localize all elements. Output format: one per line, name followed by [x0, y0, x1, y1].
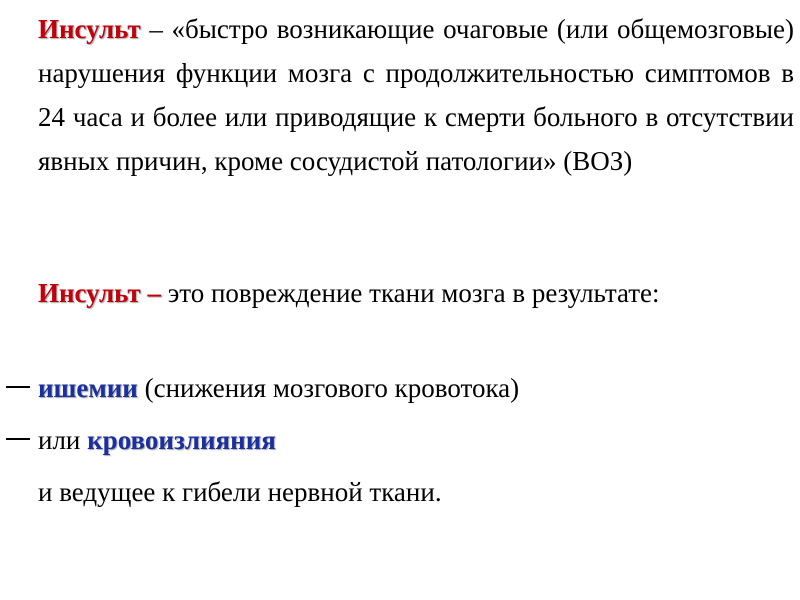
term-dash: –	[140, 278, 161, 308]
damage-paragraph	[38, 271, 794, 315]
hemorrhage-term: кровоизлияния	[87, 425, 276, 455]
damage-text: это повреждение ткани мозга в результате:	[160, 278, 660, 308]
dash-bullet-icon	[6, 438, 30, 440]
term-stroke-2: Инсульт	[38, 278, 141, 308]
hemorrhage-prefix: или	[38, 425, 88, 455]
bullet-text	[38, 418, 276, 462]
term-stroke-1: Инсульт	[38, 14, 141, 44]
ischemia-description: (снижения мозгового кровотока)	[137, 373, 520, 403]
definition-paragraph	[38, 7, 794, 183]
definition-text: – «быстро возникающие очаговые (или общемозговые) нарушения функции мозга с продолжительностью симптомов в 24 часа и более или приводящие к смерти больного в отсутствии явных причин, кроме сосудистой патологии» (ВОЗ)	[38, 14, 794, 176]
ischemia-term: ишемии	[38, 373, 138, 403]
bullet-text	[38, 366, 519, 410]
closing-line: и ведущее к гибели нервной ткани.	[38, 477, 442, 507]
dash-bullet-icon	[6, 386, 30, 388]
